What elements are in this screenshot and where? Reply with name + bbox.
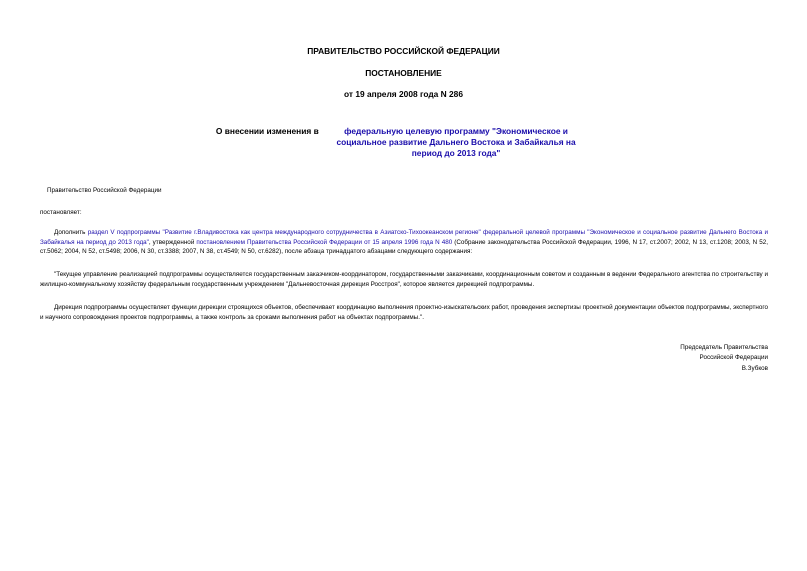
government-line: Правительство Российской Федерации [47, 187, 162, 194]
p1-text-2: , утвержденной [148, 238, 197, 246]
paragraph-amendment [40, 228, 768, 257]
signature-name: В.Зубков [741, 365, 768, 372]
section-v-link[interactable]: раздел V подпрограммы "Развитие г.Владивостока как центра международного сотрудничества в Азиатско-Тихоокеанском регионе" федеральной целевой программы "Экономическое и социальное развитие Дальнего Востока и Забайкалья на период до 2013 года" [40, 229, 768, 246]
program-link[interactable]: федеральную целевую программу "Экономическое и социальное развитие Дальнего Востока и Забайкалья на период до 2013 года" [336, 126, 576, 158]
decrees-word: постановляет: [40, 209, 82, 216]
resolution-480-link[interactable]: постановлением Правительства Российской Федерации от 15 апреля 1996 года N 480 [196, 238, 453, 246]
document-type: ПОСТАНОВЛЕНИЕ [365, 68, 442, 78]
government-heading: ПРАВИТЕЛЬСТВО РОССИЙСКОЙ ФЕДЕРАЦИИ [307, 46, 500, 56]
paragraph-directorate: Дирекция подпрограммы осуществляет функции дирекции строящихся объектов, обеспечивает координацию выполнения проектно-изыскательских работ, проведения экспертизы проектной документации объектов подпрограммы, экспертного и научного сопровождения проектов подпрограммы, а также контроль за сроками выполнения работ на объектах подпрограммы.". [40, 304, 768, 321]
signature-title-2: Российской Федерации [699, 354, 768, 361]
document-title [0, 126, 807, 159]
signature-title-1: Председатель Правительства [680, 344, 768, 351]
document-date-number: от 19 апреля 2008 года N 286 [344, 89, 463, 99]
p1-text-1: Дополнить [54, 229, 88, 236]
p1-text-3: (Собрание законодательства Российской Федерации, 1996, N 17, ст.2007; 2002, N 13, ст.1208; 2003, N 52, ст.5062; 2004, N 52, ст.5498; 2006, N 30, ст.3388; 2007, N 38, ст.4549; N 50, ст.6282), после абзаца тринадцатого абзацами следующего содержания: [40, 238, 768, 256]
paragraph-management: "Текущее управление реализацией подпрограммы осуществляется государственным заказчиком-координатором, государственными заказчиками, координационным советом и созданным в ведении Федерального агентства по строительству и жилищно-коммунальному хозяйству федеральным государственным учреждением "Дальневосточная дирекция Росстроя", которое является дирекцией подпрограммы. [40, 271, 768, 288]
title-prefix: О внесении изменения в [215, 126, 322, 136]
